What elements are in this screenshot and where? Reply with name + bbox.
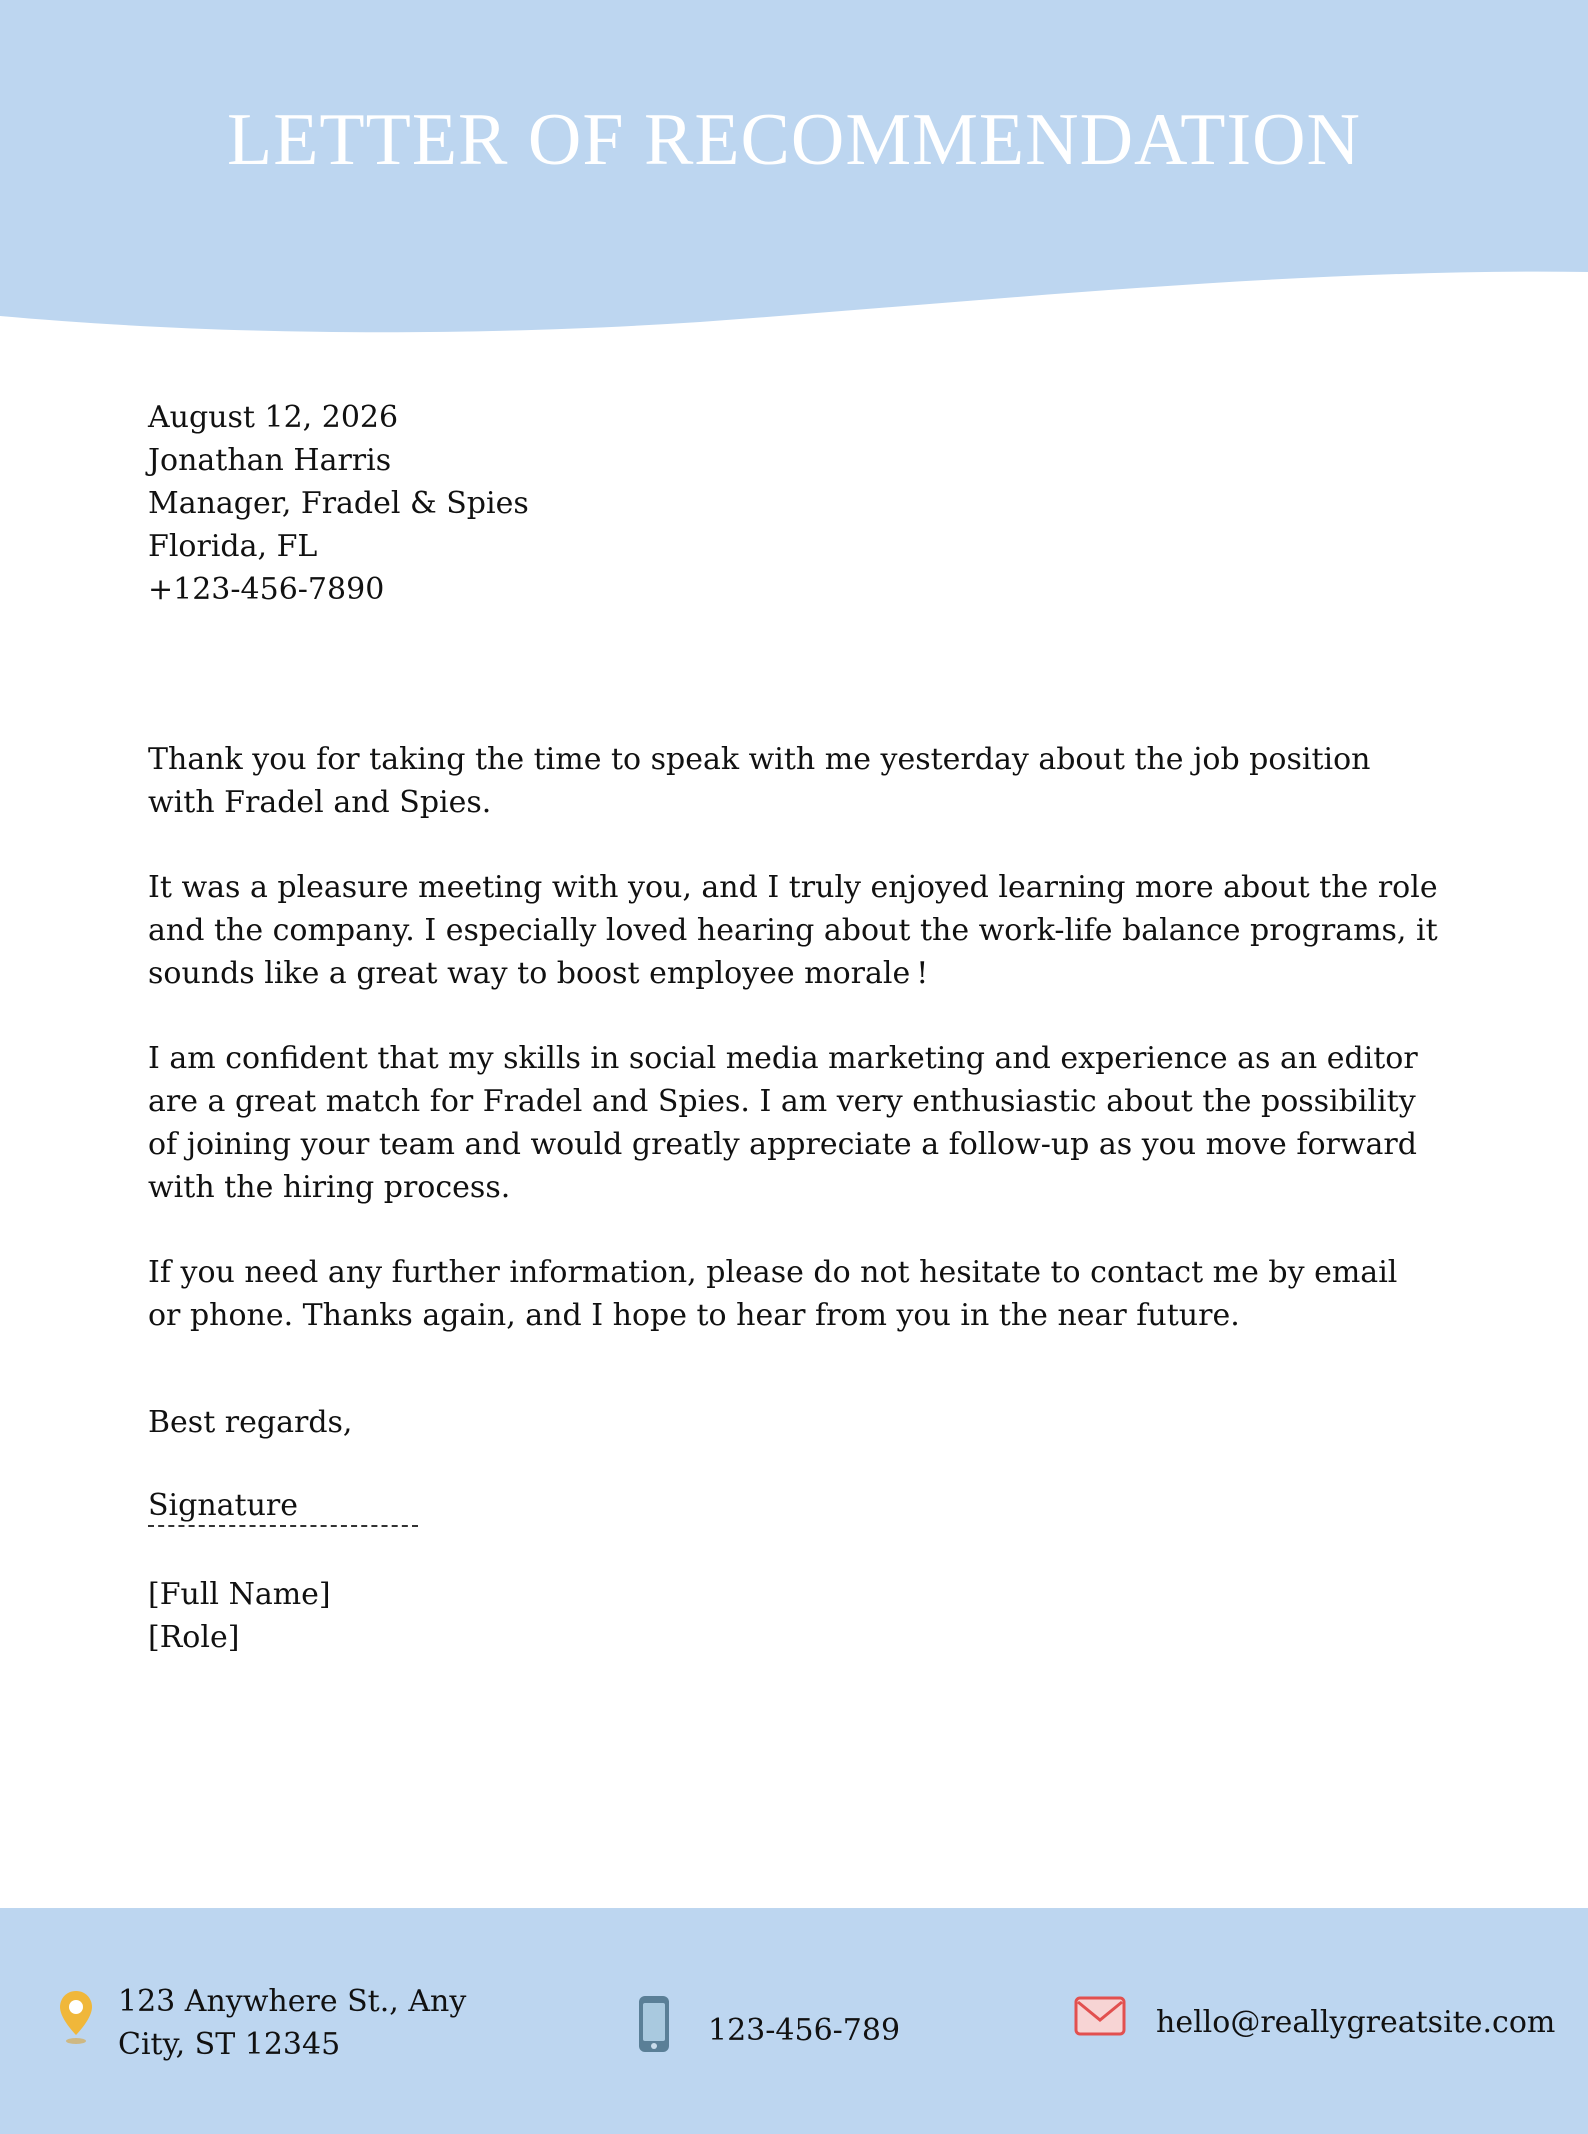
footer-address-text <box>118 1980 466 2066</box>
envelope-icon <box>1074 1994 1126 2050</box>
body-paragraph: It was a pleasure meeting with you, and I truly enjoyed learning more about the role and the company. I especially loved hearing about the work-life balance programs, it sounds like a great way to boost employee morale ! <box>148 870 1438 991</box>
mobile-phone-icon <box>636 1994 672 2066</box>
footer-address <box>58 1980 466 2066</box>
footer-email <box>1074 1994 1555 2050</box>
body-paragraph: If you need any further information, please do not hesitate to contact me by email or phone. Thanks again, and I hope to hear from you in the near future. <box>148 1255 1398 1333</box>
closing-salutation: Best regards, <box>148 1405 353 1440</box>
sender-block <box>148 1573 1438 1659</box>
address-line-1: 123 Anywhere St., Any <box>118 1984 467 2019</box>
body-paragraph: Thank you for taking the time to speak with me yesterday about the job position with Fradel and Spies. <box>148 742 1371 820</box>
signature-label: Signature <box>148 1488 299 1523</box>
footer-bar <box>0 1908 1588 2134</box>
footer-email-text: hello@reallygreatsite.com <box>1156 2004 1556 2040</box>
address-line-2: City, ST 12345 <box>118 2027 341 2062</box>
recipient-phone: +123-456-7890 <box>148 572 385 607</box>
letter-body <box>148 396 1438 1659</box>
signature-line <box>148 1487 418 1527</box>
recipient-block <box>148 396 1438 611</box>
letter-date: August 12, 2026 <box>148 400 399 435</box>
sender-role: [Role] <box>148 1620 240 1655</box>
page-title: LETTER OF RECOMMENDATION <box>227 99 1361 181</box>
recipient-title: Manager, Fradel & Spies <box>148 486 529 521</box>
footer-phone <box>636 1994 900 2066</box>
header-banner <box>0 0 1588 340</box>
footer-phone-text: 123-456-789 <box>708 2012 901 2048</box>
body-paragraph: I am confident that my skills in social media marketing and experience as an editor are a great match for Fradel and Spies. I am very enthusiastic about the possibility of joining your team and would greatly appreciate a follow-up as you move forward with the hiring process. <box>148 1041 1418 1205</box>
sender-full-name: [Full Name] <box>148 1577 331 1612</box>
recipient-name: Jonathan Harris <box>148 443 392 478</box>
location-pin-icon <box>58 1989 94 2057</box>
recipient-location: Florida, FL <box>148 529 318 564</box>
